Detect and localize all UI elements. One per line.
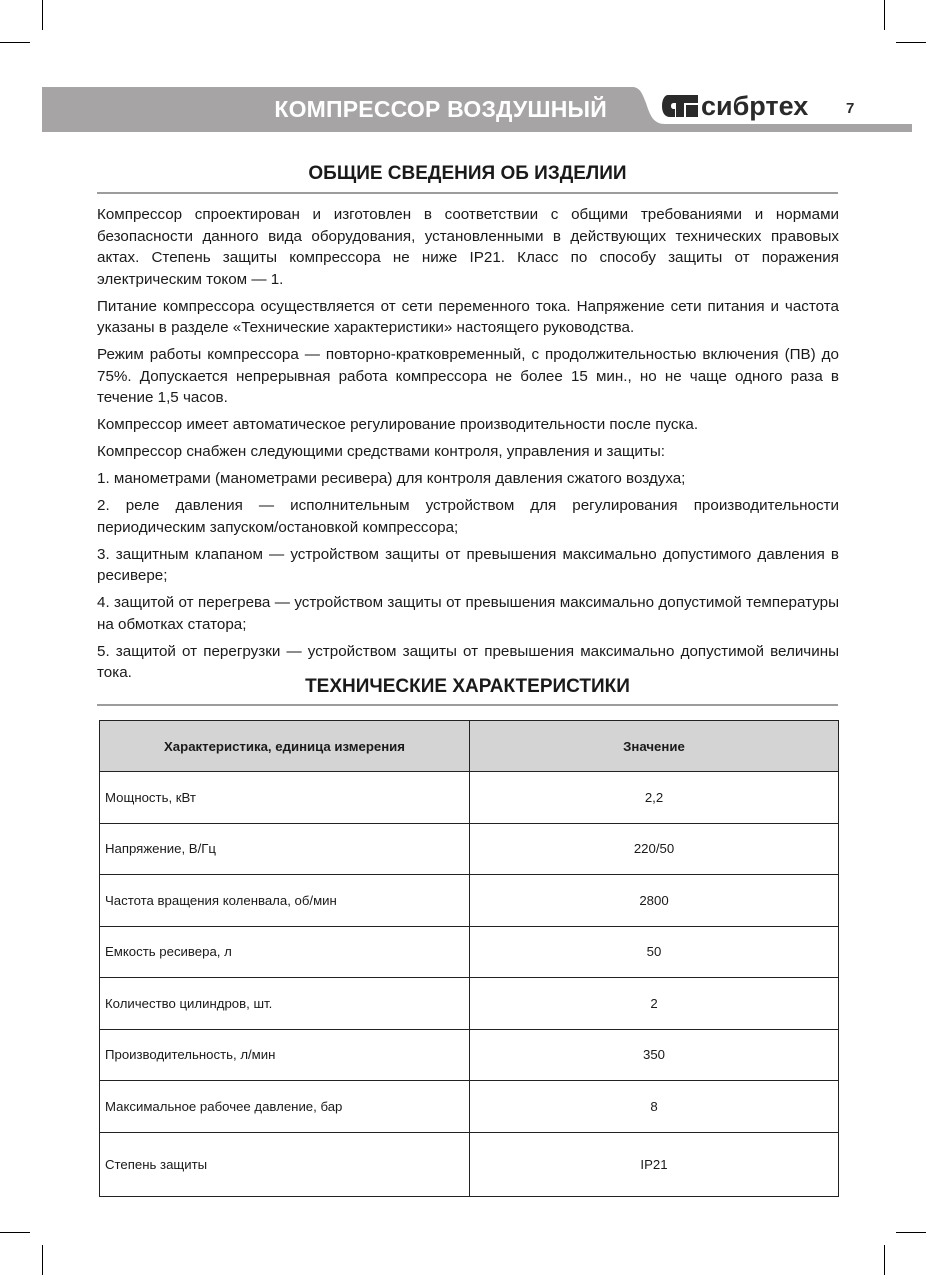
- list-item: 3. защитным клапаном — устройством защиты от превышения максимально допустимого давления в ресивере;: [97, 545, 839, 584]
- paragraph: Питание компрессора осуществляется от сети переменного тока. Напряжение сети питания и частота указаны в разделе «Технические характеристики» настоящего руководства.: [97, 297, 839, 336]
- specs-table: [99, 720, 839, 1197]
- table-row: [100, 875, 839, 927]
- spec-name: Частота вращения коленвала, об/мин: [100, 875, 470, 927]
- brand-name: сибртех: [701, 91, 809, 121]
- paragraph: Компрессор имеет автоматическое регулирование производительности после пуска.: [97, 416, 699, 433]
- crop-mark: [896, 42, 926, 43]
- list-item: 2. реле давления — исполнительным устройством для регулирования производительности периодическим запуском/остановкой компрессора;: [97, 497, 839, 536]
- spec-value: IP21: [470, 1132, 839, 1196]
- table-row: [100, 1081, 839, 1133]
- spec-value: 2,2: [470, 772, 839, 824]
- table-row: [100, 926, 839, 978]
- column-header-value: Значение: [470, 721, 839, 772]
- general-info-body: [97, 204, 839, 689]
- list-item: 5. защитой от перегрузки — устройством защиты от превышения максимально допустимой величины тока.: [97, 642, 839, 681]
- section-title-general: ОБЩИЕ СВЕДЕНИЯ ОБ ИЗДЕЛИИ: [308, 163, 627, 184]
- crop-mark: [0, 42, 30, 43]
- table-row: [100, 823, 839, 875]
- spec-value: 2: [470, 978, 839, 1030]
- document-title: КОМПРЕССОР ВОЗДУШНЫЙ: [274, 96, 607, 122]
- crop-mark: [896, 1232, 926, 1233]
- spec-name: Мощность, кВт: [100, 772, 470, 824]
- section-divider: [97, 704, 838, 706]
- ct-logo-mark-icon: [662, 95, 698, 117]
- spec-name: Степень защиты: [100, 1132, 470, 1196]
- crop-mark: [884, 1245, 885, 1275]
- spec-name: Количество цилиндров, шт.: [100, 978, 470, 1030]
- section-divider: [97, 192, 838, 194]
- crop-mark: [884, 0, 885, 30]
- spec-name: Напряжение, В/Гц: [100, 823, 470, 875]
- crop-mark: [0, 1232, 30, 1233]
- table-row: [100, 772, 839, 824]
- paragraph: Компрессор снабжен следующими средствами контроля, управления и защиты:: [97, 443, 666, 460]
- spec-name: Емкость ресивера, л: [100, 926, 470, 978]
- paragraph: Режим работы компрессора — повторно-кратковременный, с продолжительностью включения (ПВ) до 75%. Допускается непрерывная работа компрессора не более 15 мин., но не чаще одного раза в течение 1,5 часов.: [97, 346, 839, 406]
- table-row: [100, 1029, 839, 1081]
- table-row: [100, 978, 839, 1030]
- brand-logo: [662, 93, 808, 119]
- list-item: 4. защитой от перегрева — устройством защиты от превышения максимально допустимой температуры на обмотках статора;: [97, 594, 839, 633]
- spec-name: Максимальное рабочее давление, бар: [100, 1081, 470, 1133]
- section-title-specs: ТЕХНИЧЕСКИЕ ХАРАКТЕРИСТИКИ: [305, 676, 630, 697]
- page-number: 7: [846, 100, 855, 117]
- crop-mark: [42, 1245, 43, 1275]
- table-row: [100, 1132, 839, 1196]
- header-strip: [42, 124, 912, 132]
- paragraph: Компрессор спроектирован и изготовлен в соответствии с общими требованиями и нормами безопасности данного вида оборудования, установленными в действующих технических правовых актах. Степень защиты компрессора не ниже IP21. Класс по способу защиты от поражения электрическим током — 1.: [97, 206, 839, 288]
- spec-value: 350: [470, 1029, 839, 1081]
- spec-value: 2800: [470, 875, 839, 927]
- table-header-row: [100, 721, 839, 772]
- spec-value: 50: [470, 926, 839, 978]
- spec-value: 220/50: [470, 823, 839, 875]
- list-item: 1. манометрами (манометрами ресивера) для контроля давления сжатого воздуха;: [97, 470, 686, 487]
- header-bar-slope: [610, 87, 670, 124]
- spec-value: 8: [470, 1081, 839, 1133]
- crop-mark: [42, 0, 43, 30]
- spec-name: Производительность, л/мин: [100, 1029, 470, 1081]
- column-header-characteristic: Характеристика, единица измерения: [100, 721, 470, 772]
